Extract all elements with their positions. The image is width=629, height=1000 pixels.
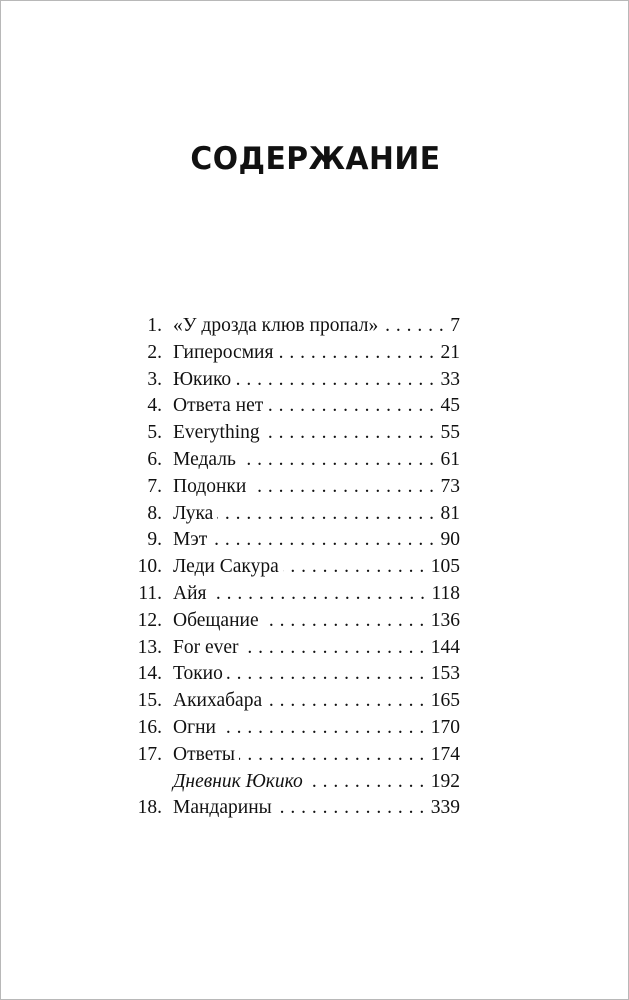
toc-entry-page: 81 [440, 502, 460, 524]
toc-entry [129, 608, 460, 635]
toc-entry-page: 192 [430, 770, 460, 792]
toc-entry-number: 5. [147, 422, 162, 444]
toc-entry [129, 554, 460, 581]
toc-entry-number: 12. [137, 609, 162, 631]
toc-entry [129, 313, 460, 340]
toc-entry-page: 90 [440, 529, 460, 551]
toc-entry-title: Ответы [173, 743, 235, 765]
toc-entry [129, 447, 460, 474]
toc-entry-page: 165 [430, 690, 460, 712]
toc-entry-title: Мэт [173, 529, 208, 551]
toc-entry-title: «У дрозда клюв пропал» [173, 315, 379, 336]
dot-leader [277, 340, 434, 367]
dot-leader [283, 554, 425, 581]
toc-entry-number: 8. [147, 502, 162, 524]
dot-leader [240, 447, 435, 474]
dot-leader [382, 313, 444, 340]
toc-entry-page: 21 [440, 341, 460, 363]
dot-leader [266, 688, 425, 715]
dot-leader [263, 608, 425, 635]
toc-entry-title: Гиперосмия [173, 341, 274, 363]
toc-entry-number: 3. [147, 368, 162, 390]
toc-entry-number: 17. [137, 743, 162, 765]
toc-entry [129, 795, 460, 822]
toc-entry [129, 635, 460, 662]
toc-entry [129, 367, 460, 394]
toc-entry-page: 144 [430, 636, 460, 658]
toc-entry-number: 18. [137, 797, 162, 819]
toc-entry-number: 11. [138, 582, 162, 604]
toc-entry [129, 340, 460, 367]
toc-entry-title: Ответа нет [173, 395, 264, 417]
toc-entry-page: 55 [440, 422, 460, 444]
toc-entry-page: 7 [450, 315, 460, 336]
dot-leader [211, 527, 434, 554]
toc-entry [129, 393, 460, 420]
dot-leader [239, 742, 425, 769]
dot-leader [211, 581, 426, 608]
dot-leader [220, 715, 425, 742]
dot-leader [250, 474, 434, 501]
toc-entry-title: Айя [173, 582, 207, 604]
toc-entry-title: Мандарины [173, 797, 272, 819]
toc-entry-title: Огни [173, 716, 216, 738]
toc-entry-title: Лука [173, 502, 214, 524]
page-title: СОДЕРЖАНИЕ [190, 141, 441, 177]
toc-entry-number: 2. [147, 341, 162, 363]
toc-entry-number: 15. [137, 690, 162, 712]
toc-entry-title: Подонки [173, 475, 247, 497]
dot-leader [276, 795, 425, 822]
toc-entry [129, 661, 460, 688]
toc-entry-title: Юкико [173, 368, 232, 390]
toc-entry [129, 501, 460, 528]
toc-entry-title: Акихабара [173, 690, 263, 712]
toc-entry-page: 61 [440, 448, 460, 470]
toc-entry-number: 16. [137, 716, 162, 738]
dot-leader [267, 393, 434, 420]
toc-entry-page: 174 [430, 743, 460, 765]
dot-leader [264, 420, 435, 447]
table-of-contents [129, 313, 460, 822]
toc-entry-page: 33 [440, 368, 460, 390]
toc-entry-title: Обещание [173, 609, 259, 631]
toc-entry-title: Everything [173, 422, 260, 444]
dot-leader [243, 635, 425, 662]
toc-entry-page: 45 [440, 395, 460, 417]
toc-entry-page: 170 [430, 716, 460, 738]
toc-entry-page: 118 [431, 582, 460, 604]
toc-entry-title: For ever [173, 636, 239, 658]
dot-leader [217, 501, 434, 528]
toc-entry-number: 14. [137, 663, 162, 685]
toc-entry-title: Леди Сакура [173, 556, 279, 578]
dot-leader [227, 661, 425, 688]
toc-entry-page: 136 [430, 609, 460, 631]
dot-leader [235, 367, 434, 394]
dot-leader [307, 769, 425, 796]
toc-entry-page: 339 [430, 797, 460, 819]
toc-entry-page: 153 [430, 663, 460, 685]
toc-entry [129, 715, 460, 742]
toc-entry-number: 9. [147, 529, 162, 551]
toc-entry-number: 13. [137, 636, 162, 658]
toc-entry [129, 742, 460, 769]
toc-entry-title: Токио [173, 663, 223, 685]
toc-entry-title: Медаль [173, 448, 236, 470]
toc-entry [129, 769, 460, 796]
toc-entry-number: 7. [147, 475, 162, 497]
toc-entry-number: 6. [147, 448, 162, 470]
toc-entry [129, 420, 460, 447]
toc-entry-number: 1. [147, 315, 162, 336]
toc-entry [129, 581, 460, 608]
toc-entry [129, 527, 460, 554]
toc-entry [129, 474, 460, 501]
toc-entry-number: 10. [137, 556, 162, 578]
toc-entry-page: 73 [440, 475, 460, 497]
toc-entry-title: Дневник Юкико [173, 770, 303, 792]
toc-entry-number: 4. [147, 395, 162, 417]
toc-entry [129, 688, 460, 715]
toc-entry-page: 105 [430, 556, 460, 578]
